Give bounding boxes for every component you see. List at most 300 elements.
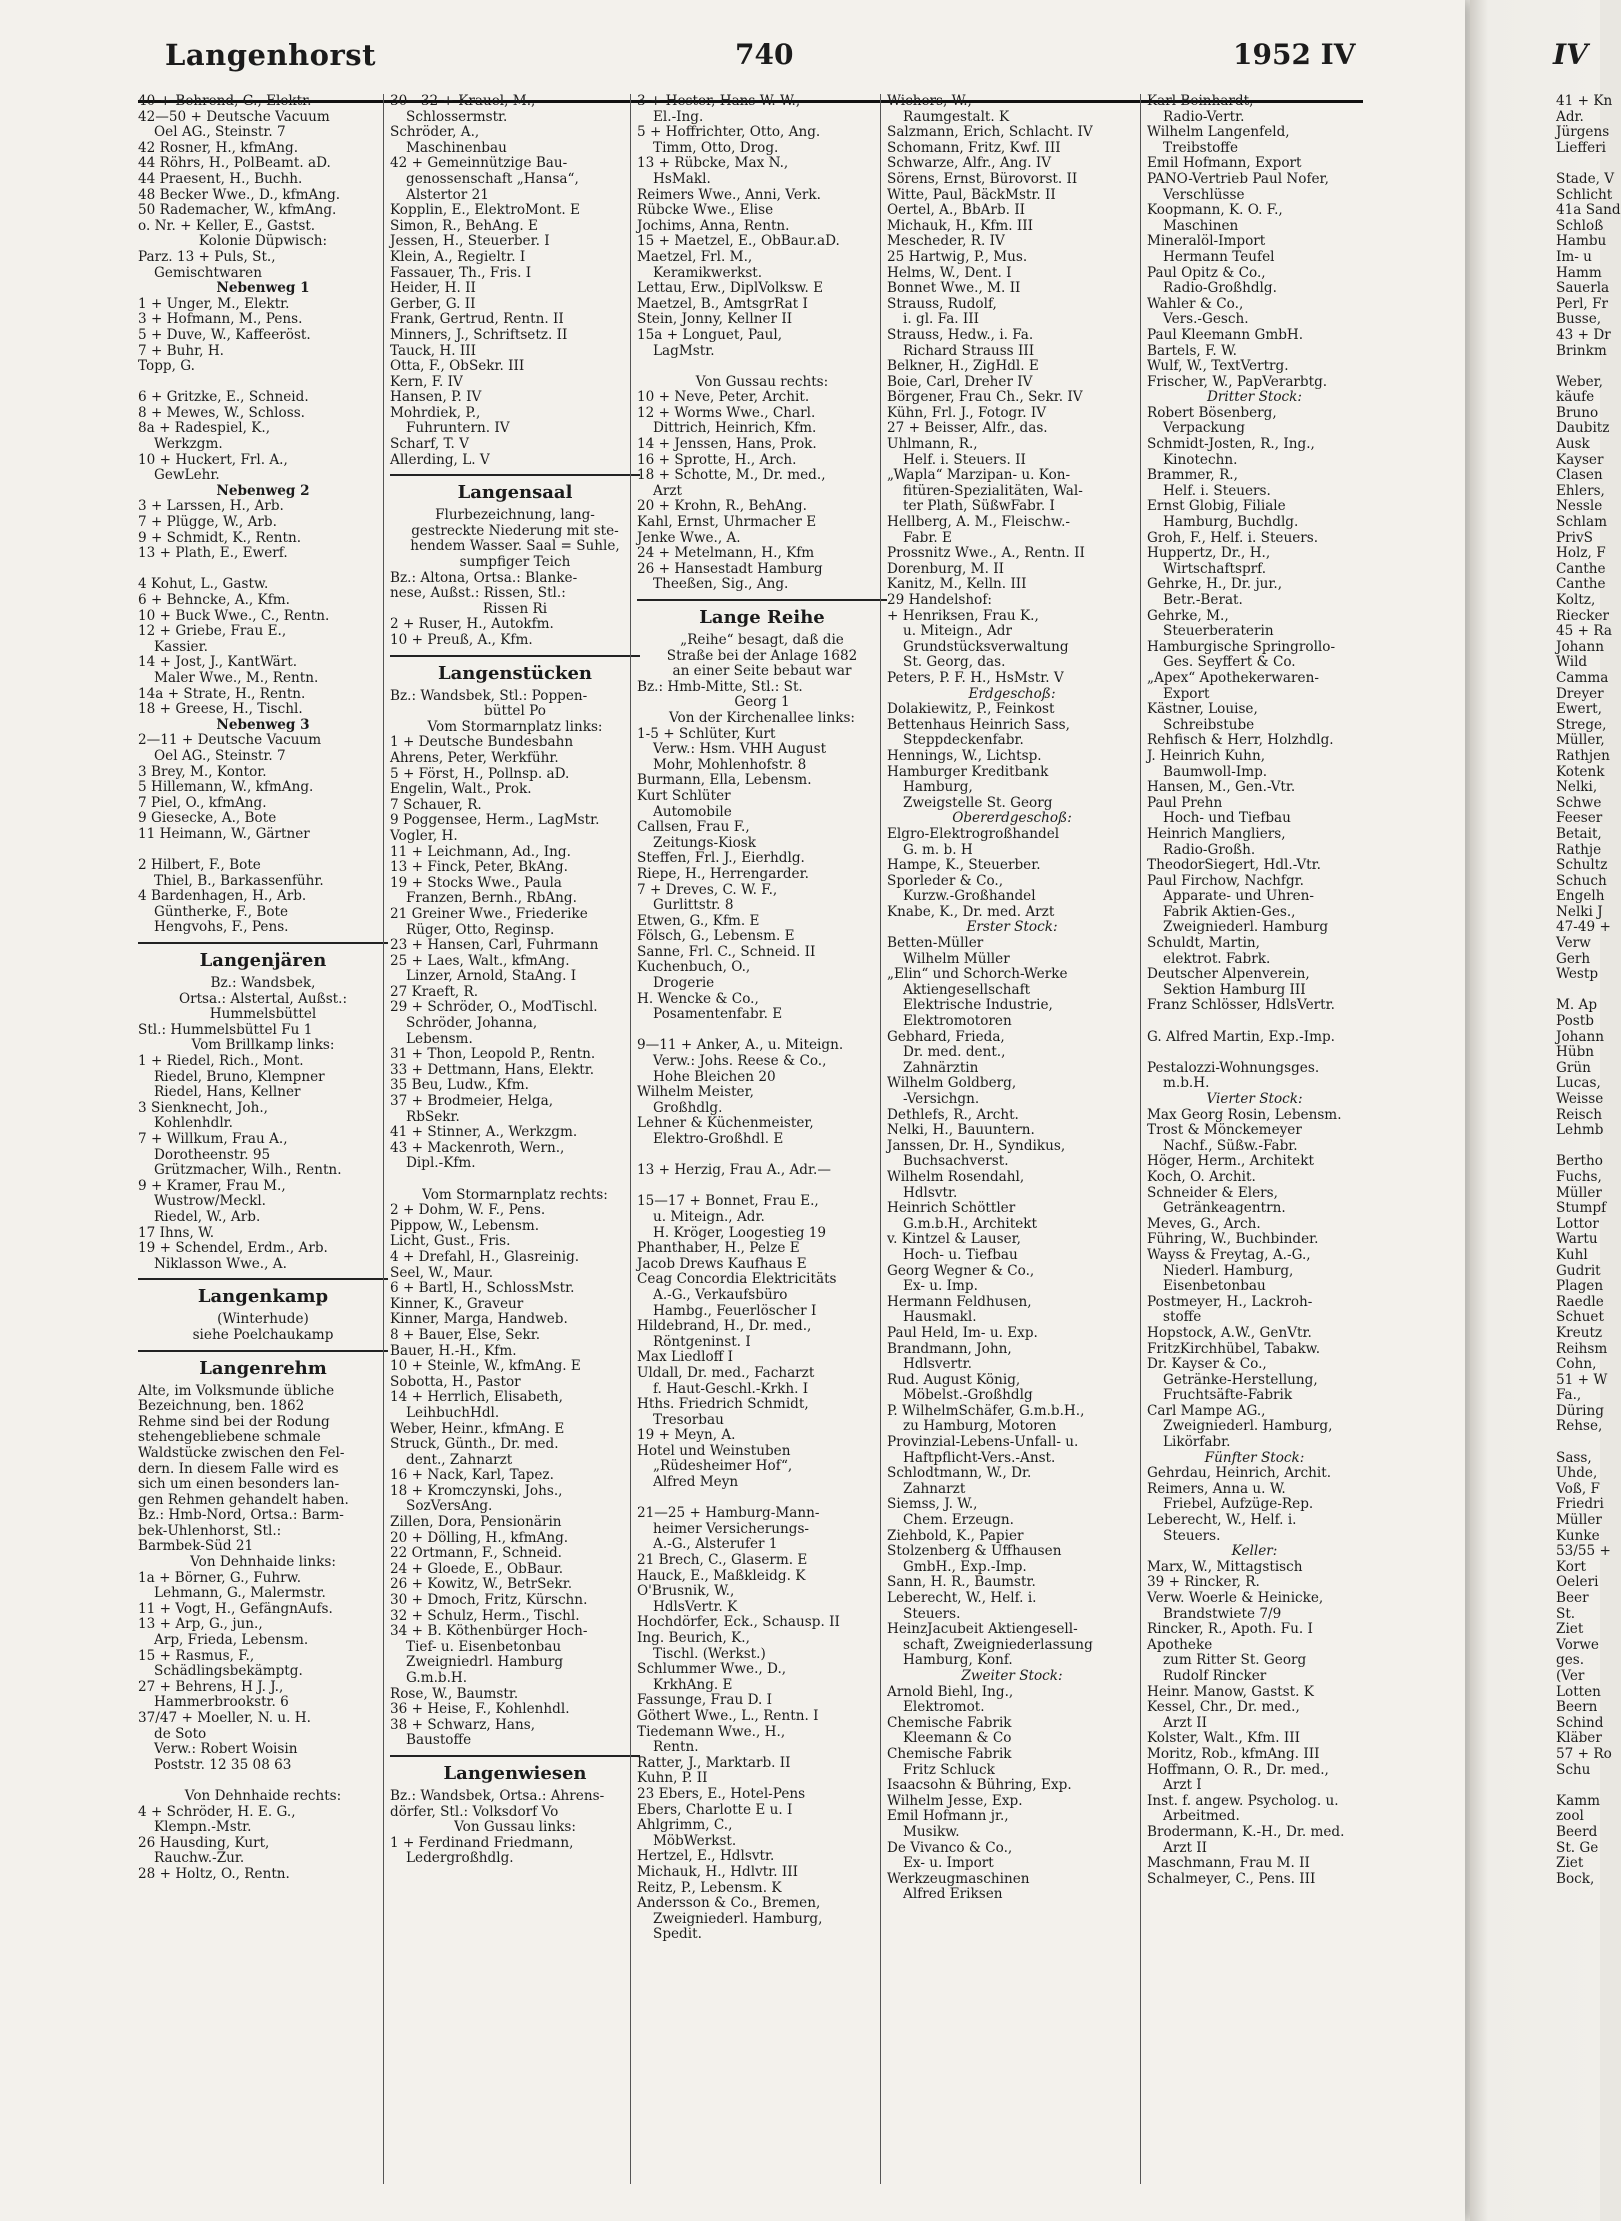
- directory-entry: 14 + Jost, J., KantWärt.: [138, 654, 298, 671]
- facing-page-fragment: Kort: [1556, 1558, 1586, 1575]
- directory-entry: Bz.: Wandsbek, Ortsa.: Ahrens-: [390, 1787, 605, 1804]
- directory-entry: Maetzel, Frl. M.,: [637, 248, 753, 265]
- directory-entry: Sann, H. R., Baumstr.: [887, 1574, 1036, 1591]
- directory-entry: 13 + Arp, G., jun.,: [138, 1616, 263, 1633]
- directory-entry: Heinrich Schöttler: [887, 1200, 1016, 1217]
- directory-entry: 1 + Riedel, Rich., Mont.: [138, 1053, 304, 1070]
- directory-entry: Hochdörfer, Eck., Schausp. II: [637, 1614, 840, 1631]
- facing-page-fragment: Stumpf: [1556, 1200, 1607, 1217]
- facing-page-fragment: Hamm: [1556, 264, 1602, 281]
- directory-entry: Brammer, R.,: [1147, 467, 1238, 484]
- directory-entry: „Apex“ Apothekerwaren-: [1147, 669, 1319, 686]
- facing-page-fragment: Rathjen: [1556, 747, 1610, 764]
- directory-entry: 11 Heimann, W., Gärtner: [138, 825, 310, 842]
- directory-entry: Andersson & Co., Bremen,: [637, 1895, 821, 1912]
- floor-heading: Fünfter Stock:: [1204, 1449, 1305, 1466]
- directory-entry: Hellberg, A. M., Fleischw.-: [887, 514, 1070, 531]
- directory-entry: Eisenbetonbau: [1163, 1278, 1266, 1295]
- directory-entry: Oel AG., Steinstr. 7: [154, 124, 286, 141]
- facing-page-fragment: Sauerla: [1556, 280, 1610, 297]
- running-head-street: Langenhorst: [165, 38, 377, 72]
- directory-entry: 19 + Meyn, A.: [637, 1427, 736, 1444]
- facing-page-fragment: Gerh: [1556, 950, 1591, 967]
- directory-entry: Jenke Wwe., A.: [637, 529, 741, 546]
- directory-entry: 10 + Buck Wwe., C., Rentn.: [138, 607, 330, 624]
- directory-entry: Leberecht, W., Helf. i.: [887, 1590, 1037, 1606]
- directory-entry: Max Georg Rosin, Lebensm.: [1147, 1106, 1342, 1123]
- directory-entry: Kopplin, E., ElektroMont. E: [390, 202, 580, 219]
- directory-entry: Waldstücke zwischen den Fel-: [138, 1444, 345, 1461]
- directory-entry: Hammerbrookstr. 6: [154, 1694, 289, 1711]
- facing-page-fragment: Müller,: [1556, 732, 1605, 749]
- directory-entry: Kinner, Marga, Handweb.: [390, 1311, 568, 1328]
- directory-entry: Franz Schlösser, HdlsVertr.: [1147, 997, 1335, 1014]
- facing-page-fragment: Jürgens: [1556, 124, 1610, 141]
- directory-entry: Postmeyer, H., Lackroh-: [1147, 1293, 1313, 1310]
- directory-entry: [637, 1023, 887, 1039]
- directory-entry: 37/47 + Moeller, N. u. H.: [138, 1710, 311, 1726]
- directory-entry: 8a + Radespiel, K.,: [138, 420, 271, 437]
- directory-entry: Nachf., Süßw.-Fabr.: [1163, 1137, 1298, 1154]
- directory-entry: Kühn, Frl. J., Fotogr. IV: [887, 404, 1047, 421]
- directory-entry: Struck, Günth., Dr. med.: [390, 1436, 559, 1453]
- facing-page-fragment: ges.: [1556, 1652, 1585, 1669]
- directory-entry: 26 Hausding, Kurt,: [138, 1834, 270, 1851]
- directory-entry: 40 + Behrend, G., Elektr.: [138, 93, 312, 109]
- directory-entry: genossenschaft „Hansa“,: [406, 170, 579, 187]
- directory-entry: sumpfiger Teich: [459, 554, 571, 571]
- directory-entry: 38 + Schwarz, Hans,: [390, 1716, 536, 1733]
- facing-page-fragment: käufe: [1556, 389, 1595, 406]
- directory-entry: Rudolf Rincker: [1163, 1667, 1267, 1684]
- directory-entry: Chemische Fabrik: [887, 1714, 1012, 1731]
- facing-page-fragment: Feeser: [1556, 810, 1603, 827]
- directory-entry: Huppertz, Dr., H.,: [1147, 545, 1271, 562]
- directory-entry: Hoch- und Tiefbau: [1163, 810, 1291, 827]
- directory-entry: 6 + Bartl, H., SchlossMstr.: [390, 1280, 575, 1297]
- directory-entry: 13 + Plath, E., Ewerf.: [138, 545, 288, 562]
- directory-entry: 10 + Preuß, A., Kfm.: [390, 632, 533, 648]
- directory-entry: Sektion Hamburg III: [1163, 981, 1306, 998]
- directory-entry: Straße bei der Anlage 1682: [666, 647, 858, 664]
- directory-entry: Möbelst.-Großhdlg: [903, 1387, 1033, 1404]
- directory-entry: 5 + Hoffrichter, Otto, Ang.: [637, 124, 821, 141]
- directory-entry: Hoffmann, O. R., Dr. med.,: [1147, 1761, 1329, 1778]
- directory-entry: Rose, W., Baumstr.: [390, 1685, 519, 1702]
- facing-page-fragment: Kuhl: [1556, 1246, 1588, 1263]
- directory-entry: Flurbezeichnung, lang-: [435, 507, 595, 524]
- directory-entry: Mohrdiek, P.,: [390, 404, 481, 421]
- directory-entry: 8 + Bauer, Else, Sekr.: [390, 1326, 541, 1343]
- directory-entry: Zweigstelle St. Georg: [903, 794, 1053, 811]
- directory-entry: Paul Firchow, Nachfgr.: [1147, 872, 1304, 889]
- directory-entry: 25 Hartwig, P., Mus.: [887, 248, 1028, 265]
- facing-page-fragment: Kamm: [1556, 1792, 1601, 1809]
- directory-entry: Schomann, Fritz, Kwf. III: [887, 139, 1061, 156]
- column-2: [390, 94, 640, 2184]
- directory-entry: Jochims, Anna, Rentn.: [637, 217, 790, 234]
- directory-entry: Fruchtsäfte-Fabrik: [1163, 1387, 1293, 1404]
- directory-entry: 5 + Först, H., Pollnsp. aD.: [390, 765, 570, 782]
- facing-page-fragment: Ausk: [1556, 436, 1590, 453]
- directory-entry: 1a + Börner, G., Fuhrw.: [138, 1569, 302, 1586]
- directory-entry: Schwarze, Alfr., Ang. IV: [887, 155, 1052, 172]
- directory-entry: Bonnet Wwe., M. II: [887, 280, 1021, 297]
- facing-page-fragment: Ewert,: [1556, 701, 1602, 718]
- directory-entry: Alstertor 21: [406, 186, 489, 203]
- facing-page-fragment: Canthe: [1556, 576, 1606, 593]
- directory-entry: Richard Strauss III: [903, 342, 1035, 359]
- directory-entry: Ahlgrimm, C.,: [637, 1817, 733, 1834]
- directory-entry: J. Heinrich Kuhn,: [1147, 747, 1266, 764]
- facing-page-fragment: Dreyer: [1556, 685, 1604, 702]
- directory-entry: Zweigniederl. Hamburg: [1163, 919, 1329, 936]
- directory-entry: u. Miteign., Adr.: [653, 1208, 765, 1225]
- directory-entry: Knabe, K., Dr. med. Arzt: [887, 903, 1055, 920]
- directory-entry: Bauer, H.-H., Kfm.: [390, 1342, 517, 1359]
- facing-page-fragment: zool: [1556, 1808, 1584, 1825]
- directory-entry: Hamburg, Buchdlg.: [1163, 514, 1299, 531]
- facing-page-fragment: Camma: [1556, 669, 1609, 686]
- directory-entry: Zahnärztin: [903, 1059, 979, 1076]
- directory-entry: Inst. f. angew. Psycholog. u.: [1147, 1792, 1339, 1809]
- directory-entry: Gehrke, M.,: [1147, 607, 1229, 624]
- directory-entry: Hamburg,: [903, 779, 973, 796]
- directory-entry: Sporleder & Co.,: [887, 872, 1004, 889]
- facing-page-fragment: Busse,: [1556, 311, 1602, 328]
- directory-entry: Dorenburg, M. II: [887, 560, 1004, 577]
- directory-entry: 34 + B. Köthenbürger Hoch-: [390, 1623, 588, 1640]
- street-heading: Langensaal: [457, 482, 573, 504]
- directory-entry: G.m.b.H., Architekt: [903, 1215, 1037, 1232]
- directory-entry: 13 + Rübcke, Max N.,: [637, 155, 789, 172]
- directory-entry: 25 + Laes, Walt., kfmAng.: [390, 952, 570, 969]
- directory-entry: Franzen, Bernh., RbAng.: [406, 890, 577, 907]
- directory-entry: 19 + Stocks Wwe., Paula: [390, 874, 562, 891]
- directory-entry: Uhlmann, R.,: [887, 436, 978, 453]
- directory-entry: Maschinen: [1163, 217, 1239, 234]
- street-heading: Langenjären: [199, 950, 327, 972]
- directory-entry: Reitz, P., Lebensm. K: [637, 1879, 782, 1896]
- directory-entry: Von Gussau rechts:: [695, 373, 829, 390]
- sub-street-heading: Nebenweg 3: [216, 716, 310, 733]
- directory-entry: 13 + Herzig, Frau A., Adr.—: [637, 1162, 831, 1179]
- facing-page-fragment: Oeleri: [1556, 1574, 1599, 1591]
- directory-entry: Kuchenbuch, O.,: [637, 959, 751, 976]
- facing-page-fragment: Raedle: [1556, 1293, 1604, 1310]
- directory-entry: Hopstock, A.W., GenVtr.: [1147, 1324, 1312, 1341]
- directory-entry: 9—11 + Anker, A., u. Miteign.: [637, 1037, 844, 1054]
- directory-entry: 4 + Drefahl, H., Glasreinig.: [390, 1248, 580, 1265]
- directory-entry: Wilhelm Meister,: [637, 1084, 754, 1101]
- facing-page-fragment: Plagen: [1556, 1278, 1604, 1295]
- directory-entry: Strauss, Hedw., i. Fa.: [887, 326, 1034, 343]
- directory-entry: Chem. Erzeugn.: [903, 1512, 1014, 1529]
- directory-entry: Maetzel, B., AmtsgrRat I: [637, 295, 808, 312]
- directory-entry: Peters, P. F. H., HsMstr. V: [887, 669, 1064, 686]
- directory-entry: 29 Handelshof:: [887, 592, 992, 608]
- facing-page-fragment: Beer: [1556, 1590, 1589, 1606]
- directory-entry: Elektro-Großhdl. E: [653, 1131, 784, 1147]
- directory-entry: 36 + Heise, F., Kohlenhdl.: [390, 1701, 570, 1718]
- directory-entry: Emil Hofmann, Export: [1147, 155, 1302, 172]
- directory-entry: G.m.b.H.: [406, 1670, 468, 1686]
- directory-entry: Kästner, Louise,: [1147, 701, 1258, 718]
- directory-entry: Zweigniederl. Hamburg,: [653, 1910, 823, 1927]
- directory-entry: Rauchw.-Zur.: [154, 1850, 245, 1867]
- directory-entry: Elektromotoren: [903, 1013, 1012, 1030]
- floor-heading: Zweiter Stock:: [961, 1667, 1063, 1684]
- directory-entry: Meves, G., Arch.: [1147, 1215, 1261, 1232]
- directory-entry: 7 + Willkum, Frau A.,: [138, 1131, 288, 1147]
- directory-entry: Poststr. 12 35 08 63: [154, 1756, 292, 1773]
- directory-entry: Verschlüsse: [1163, 186, 1245, 203]
- directory-entry: Friebel, Aufzüge-Rep.: [1163, 1496, 1314, 1513]
- directory-entry: Kolster, Walt., Kfm. III: [1147, 1730, 1300, 1747]
- directory-entry: 12 + Griebe, Frau E.,: [138, 623, 287, 640]
- directory-entry: Ex- u. Imp.: [903, 1278, 978, 1295]
- directory-entry: Helf. i. Steuers. II: [903, 451, 1026, 468]
- directory-entry: nese, Außst.: Rissen, Stl.:: [390, 585, 566, 602]
- directory-entry: Vom Stormarnplatz links:: [427, 718, 603, 735]
- column-divider: [630, 94, 631, 2184]
- directory-entry: Brandmann, John,: [887, 1340, 1012, 1357]
- directory-entry: 10 + Steinle, W., kfmAng. E: [390, 1358, 581, 1375]
- directory-entry: Hummelsbüttel: [209, 1006, 317, 1023]
- directory-entry: Export: [1163, 685, 1210, 702]
- directory-entry: Deutscher Alpenverein,: [1147, 966, 1310, 983]
- street-heading: Langenwiesen: [443, 1762, 587, 1784]
- directory-entry: PANO-Vertrieb Paul Nofer,: [1147, 170, 1329, 187]
- directory-entry: Schlummer Wwe., D.,: [637, 1661, 787, 1678]
- facing-page-fragment: Fuchs,: [1556, 1168, 1602, 1185]
- directory-entry: Radio-Großhdlg.: [1163, 280, 1277, 297]
- directory-entry: Hambg., Feuerlöscher I: [653, 1302, 817, 1319]
- directory-entry: 6 + Behncke, A., Kfm.: [138, 592, 290, 608]
- facing-page-fragment: Bruno: [1556, 404, 1599, 421]
- directory-entry: Göthert Wwe., L., Rentn. I: [637, 1707, 819, 1724]
- directory-entry: 20 + Krohn, R., BehAng.: [637, 498, 807, 515]
- directory-entry: 43 + Mackenroth, Wern.,: [390, 1139, 565, 1156]
- directory-entry: 10 + Neve, Peter, Archit.: [637, 389, 810, 406]
- facing-page-fragment: Schloß: [1556, 217, 1604, 234]
- section-rule: [637, 599, 887, 601]
- directory-entry: 23 + Hansen, Carl, Fuhrmann: [390, 937, 599, 954]
- directory-entry: Hohe Bleichen 20: [653, 1068, 776, 1085]
- facing-page-fragment: Bertho: [1556, 1153, 1603, 1170]
- directory-entry: dern. In diesem Falle wird es: [138, 1460, 339, 1477]
- directory-entry: Mescheder, R. IV: [887, 233, 1005, 250]
- directory-entry: f. Haut-Geschl.-Krkh. I: [653, 1380, 809, 1397]
- directory-entry: Stein, Jonny, Kellner II: [637, 311, 793, 328]
- directory-entry: H. Kröger, Loogestieg 19: [653, 1224, 827, 1241]
- facing-page-fragment: Voß, F: [1556, 1480, 1600, 1497]
- facing-page-fragment: 43 + Dr: [1556, 326, 1611, 343]
- directory-entry: stehengebliebene schmale: [138, 1429, 321, 1446]
- facing-page-fragment: Schwe: [1556, 794, 1602, 811]
- directory-entry: 27 + Beisser, Alfr., das.: [887, 420, 1048, 437]
- directory-entry: Timm, Otto, Drog.: [653, 139, 779, 156]
- directory-entry: Alfred Meyn: [653, 1474, 739, 1491]
- directory-entry: 11 + Leichmann, Ad., Ing.: [390, 843, 571, 860]
- directory-entry: Lebensm.: [406, 1030, 473, 1047]
- directory-entry: 4 Bardenhagen, H., Arb.: [138, 888, 307, 905]
- directory-entry: 15—17 + Bonnet, Frau E.,: [637, 1193, 819, 1210]
- directory-entry: Vom Stormarnplatz rechts:: [422, 1186, 608, 1203]
- directory-entry: Paul Kleemann GmbH.: [1147, 326, 1304, 343]
- directory-entry: Carl Mampe AG.,: [1147, 1402, 1266, 1419]
- directory-entry: Rincker, R., Apoth. Fu. I: [1147, 1621, 1313, 1638]
- directory-entry: Kleemann & Co: [903, 1730, 1012, 1747]
- directory-entry: 50 Rademacher, W., kfmAng.: [138, 202, 337, 219]
- facing-page-fragment: Gudrit: [1556, 1262, 1601, 1279]
- section-rule: [390, 655, 640, 657]
- directory-entry: Hengvohs, F., Pens.: [154, 919, 289, 936]
- facing-page-fragment: Verw: [1556, 935, 1591, 952]
- directory-entry: 39 + Rincker, R.: [1147, 1574, 1260, 1591]
- directory-entry: Zweigniederl. Hamburg,: [1163, 1418, 1333, 1435]
- directory-entry: [637, 1179, 887, 1195]
- facing-page-fragment: St.: [1556, 1605, 1576, 1622]
- directory-entry: 7 + Buhr, H.: [138, 342, 225, 359]
- directory-entry: 15 + Maetzel, E., ObBaur.aD.: [637, 233, 840, 250]
- directory-entry: Großhdlg.: [653, 1099, 723, 1116]
- directory-entry: 18 + Greese, H., Tischl.: [138, 701, 303, 718]
- facing-page-fragment: Strege,: [1556, 716, 1607, 733]
- directory-entry: Dolakiewitz, P., Feinkost: [887, 701, 1055, 718]
- directory-entry: Werkzeugmaschinen: [887, 1870, 1030, 1887]
- directory-entry: Schlodtmann, W., Dr.: [887, 1465, 1032, 1482]
- directory-entry: Belkner, H., ZigHdl. E: [887, 358, 1039, 375]
- directory-entry: Apparate- und Uhren-: [1163, 888, 1314, 905]
- directory-entry: Fabr. E: [903, 529, 952, 546]
- directory-entry: Ahrens, Peter, Werkführ.: [390, 749, 559, 766]
- facing-page-fragment: Rehse,: [1556, 1418, 1603, 1435]
- directory-entry: sich um einen besonders lan-: [138, 1476, 340, 1493]
- facing-page-fragment: 45 + Ra: [1556, 623, 1612, 640]
- directory-entry: schaft, Zweigniederlassung: [903, 1636, 1093, 1653]
- directory-entry: Wulf, W., TextVertrg.: [1147, 358, 1289, 375]
- directory-entry: Licht, Gust., Fris.: [390, 1233, 511, 1250]
- directory-entry: Von der Kirchenallee links:: [668, 709, 856, 726]
- facing-page-fragment: Westp: [1556, 966, 1599, 983]
- directory-entry: Schneider & Elers,: [1147, 1184, 1278, 1201]
- directory-entry: Niederl. Hamburg,: [1163, 1262, 1294, 1279]
- facing-page-fragment: 41 + Kn: [1556, 93, 1613, 109]
- directory-entry: Witte, Paul, BäckMstr. II: [887, 186, 1056, 203]
- directory-entry: 18 + Schotte, M., Dr. med.,: [637, 467, 826, 484]
- directory-entry: Rüger, Otto, Reginsp.: [406, 921, 555, 938]
- facing-page-fragment: Schlicht: [1556, 186, 1613, 203]
- directory-entry: Wayss & Freytag, A.-G.,: [1147, 1246, 1311, 1263]
- directory-entry: Arp, Frieda, Lebensm.: [154, 1632, 309, 1649]
- directory-entry: Fassauer, Th., Fris. I: [390, 264, 532, 281]
- facing-page-fragment: Kotenk: [1556, 763, 1605, 780]
- directory-entry: KrkhAng. E: [653, 1676, 733, 1693]
- directory-entry: Hansen, M., Gen.-Vtr.: [1147, 779, 1296, 796]
- directory-entry: Steuers.: [903, 1605, 961, 1622]
- directory-entry: 21—25 + Hamburg-Mann-: [637, 1505, 820, 1522]
- directory-entry: Heider, H. II: [390, 280, 476, 297]
- directory-entry: „Elin“ und Schorch-Werke: [887, 966, 1068, 983]
- facing-page-fragment: Johann: [1556, 638, 1605, 655]
- facing-page-fragment: Johann: [1556, 1028, 1605, 1045]
- directory-entry: Raumgestalt. K: [903, 108, 1010, 125]
- directory-entry: 14 + Jenssen, Hans, Prok.: [637, 436, 817, 453]
- directory-entry: stoffe: [1163, 1309, 1202, 1326]
- directory-entry: 5 Hillemann, W., kfmAng.: [138, 779, 314, 796]
- facing-page-fragment: Clasen: [1556, 467, 1603, 484]
- facing-page-fragment: St. Ge: [1556, 1839, 1599, 1856]
- directory-entry: [637, 1491, 887, 1507]
- facing-page-fragment: Daubitz: [1556, 420, 1610, 437]
- directory-entry: [637, 1148, 887, 1164]
- directory-entry: TheodorSiegert, Hdl.-Vtr.: [1147, 857, 1321, 874]
- directory-entry: 15a + Longuet, Paul,: [637, 326, 783, 343]
- directory-entry: gestreckte Niederung mit ste-: [411, 522, 619, 539]
- directory-entry: 16 + Nack, Karl, Tapez.: [390, 1467, 554, 1484]
- directory-entry: 3 Sienknecht, Joh.,: [138, 1099, 268, 1116]
- directory-entry: LeihbuchHdl.: [406, 1404, 500, 1421]
- directory-entry: Ebers, Charlotte E u. I: [637, 1801, 793, 1818]
- directory-entry: 19 + Schendel, Erdm., Arb.: [138, 1240, 328, 1257]
- facing-page-fragment: Sass,: [1556, 1449, 1592, 1466]
- directory-entry: Sobotta, H., Pastor: [390, 1373, 521, 1390]
- facing-page-fragment: M. Ap: [1556, 997, 1598, 1014]
- directory-entry: + Henriksen, Frau K.,: [887, 607, 1039, 624]
- facing-page-fragment: [1556, 359, 1600, 375]
- facing-page-fragment: Schuch: [1556, 872, 1607, 889]
- directory-entry: Rübcke Wwe., Elise: [637, 202, 774, 219]
- directory-entry: 27 Kraeft, R.: [390, 983, 479, 1000]
- facing-page-fragment: 57 + Ro: [1556, 1745, 1612, 1762]
- directory-entry: Nelki, H., Bauuntern.: [887, 1122, 1035, 1139]
- directory-entry: 13 + Finck, Peter, BkAng.: [390, 859, 568, 876]
- directory-entry: 33 + Dettmann, Hans, Elektr.: [390, 1061, 595, 1078]
- directory-entry: Heinr. Manow, Gastst. K: [1147, 1683, 1314, 1700]
- directory-entry: Werkzgm.: [154, 436, 223, 453]
- directory-entry: Tiedemann Wwe., H.,: [637, 1723, 786, 1740]
- facing-page-fragment: Nessle: [1556, 498, 1603, 515]
- facing-page-fragment: 41a Sand: [1556, 202, 1621, 219]
- directory-entry: „Reihe“ besagt, daß die: [680, 632, 844, 648]
- directory-entry: Vers.-Gesch.: [1163, 311, 1249, 328]
- facing-page-fragments: [1556, 93, 1621, 2184]
- directory-entry: Hansen, P. IV: [390, 389, 482, 406]
- directory-entry: 26 + Kowitz, W., BetrSekr.: [390, 1576, 573, 1593]
- directory-entry: Von Gussau links:: [454, 1819, 576, 1836]
- directory-entry: 2 Hilbert, F., Bote: [138, 857, 261, 874]
- facing-page-fragment: Müller: [1556, 1184, 1602, 1201]
- section-rule: [138, 942, 388, 944]
- directory-entry: 44 Praesent, H., Buchh.: [138, 170, 303, 187]
- directory-entry: Hoch- u. Tiefbau: [903, 1246, 1018, 1263]
- directory-entry: Zeitungs-Kiosk: [653, 834, 756, 851]
- facing-page-fragment: Wild: [1556, 654, 1588, 671]
- directory-entry: Lehner & Küchenmeister,: [637, 1115, 814, 1132]
- directory-entry: Spedit.: [653, 1926, 702, 1943]
- directory-entry: Ernst Globig, Filiale: [1147, 498, 1286, 515]
- directory-entry: Helms, W., Dent. I: [887, 264, 1012, 281]
- directory-entry: Kern, F. IV: [390, 373, 463, 390]
- directory-entry: 1 + Deutsche Bundesbahn: [390, 734, 574, 751]
- directory-entry: Höger, Herm., Architekt: [1147, 1153, 1314, 1170]
- directory-entry: Bettenhaus Heinrich Sass,: [887, 716, 1070, 733]
- directory-entry: Michauk, H., Hdlvtr. III: [637, 1863, 798, 1880]
- directory-entry: Güntherke, F., Bote: [154, 903, 289, 920]
- directory-entry: Lehmann, G., Malermstr.: [154, 1585, 326, 1602]
- directory-entry: Börgener, Frau Ch., Sekr. IV: [887, 389, 1083, 406]
